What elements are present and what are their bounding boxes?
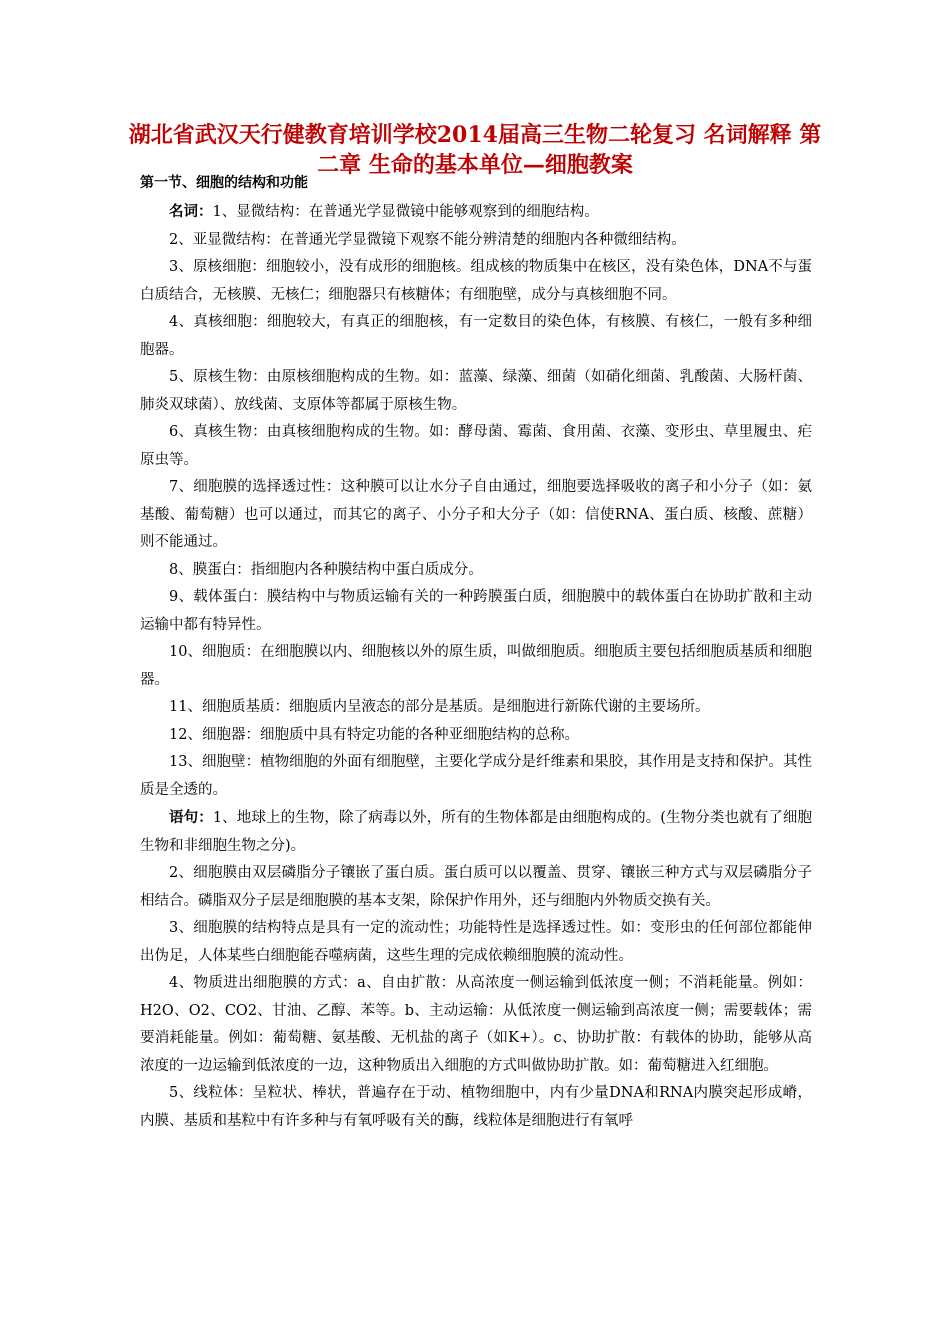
term-paragraph: 11、细胞质基质：细胞质内呈液态的部分是基质。是细胞进行新陈代谢的主要场所。 bbox=[169, 699, 710, 715]
sentence-paragraph: 3、细胞膜的结构特点是具有一定的流动性；功能特性是选择透过性。如：变形虫的任何部位都能伸出伪足，人体某些白细胞能吞噬病菌，这些生理的完成依赖细胞膜的流动性。 bbox=[140, 920, 812, 964]
term-paragraph: 4、真核细胞：细胞较大，有真正的细胞核，有一定数目的染色体，有核膜、有核仁，一般有多种细胞器。 bbox=[140, 314, 812, 358]
term-paragraph: 12、细胞器：细胞质中具有特定功能的各种亚细胞结构的总称。 bbox=[169, 726, 579, 743]
sentence-paragraph: 2、细胞膜由双层磷脂分子镶嵌了蛋白质。蛋白质可以以覆盖、贯穿、镶嵌三种方式与双层磷脂分子相结合。磷脂双分子层是细胞膜的基本支架，除保护作用外，还与细胞内外物质交换有关。 bbox=[140, 865, 812, 909]
sentence-paragraph bbox=[140, 804, 812, 860]
sentence-text: 1、地球上的生物，除了病毒以外，所有的生物体都是由细胞构成的。(生物分类也就有了细胞生物和非细胞生物之分)。 bbox=[140, 810, 813, 854]
document-body bbox=[140, 198, 812, 1135]
term-paragraph: 8、膜蛋白：指细胞内各种膜结构中蛋白质成分。 bbox=[169, 561, 483, 578]
sentence-paragraph: 4、物质进出细胞膜的方式：a、自由扩散：从高浓度一侧运输到低浓度一侧；不消耗能量。例如：H2O、O2、CO2、甘油、乙醇、苯等。b、主动运输：从低浓度一侧运输到高浓度一侧；需要载体；需要消耗能量。例如：葡萄糖、氨基酸、无机盐的离子（如K+）。c、协助扩散：有载体的协助，能够从高浓度的一边运输到低浓度的一边，这种物质出入细胞的方式叫做协助扩散。如：葡萄糖进入红细胞。 bbox=[140, 975, 812, 1074]
sentence-paragraph: 5、线粒体：呈粒状、棒状，普遍存在于动、植物细胞中，内有少量DNA和RNA内膜突起形成嵴，内膜、基质和基粒中有许多种与有氧呼吸有关的酶，线粒体是细胞进行有氧呼 bbox=[140, 1085, 812, 1129]
term-text: 1、显微结构：在普通光学显微镜中能够观察到的细胞结构。 bbox=[212, 204, 599, 220]
term-paragraph: 13、细胞壁：植物细胞的外面有细胞壁，主要化学成分是纤维素和果胶，其作用是支持和保护。其性质是全透的。 bbox=[140, 754, 812, 798]
term-paragraph: 10、细胞质：在细胞膜以内、细胞核以外的原生质，叫做细胞质。细胞质主要包括细胞质基质和细胞器。 bbox=[140, 644, 812, 688]
term-paragraph: 6、真核生物：由真核细胞构成的生物。如：酵母菌、霉菌、食用菌、衣藻、变形虫、草里履虫、疟原虫等。 bbox=[140, 424, 812, 468]
term-paragraph: 9、载体蛋白：膜结构中与物质运输有关的一种跨膜蛋白质，细胞膜中的载体蛋白在协助扩散和主动运输中都有特异性。 bbox=[140, 589, 812, 633]
section-heading: 第一节、细胞的结构和功能 bbox=[140, 175, 308, 191]
term-paragraph: 7、细胞膜的选择透过性：这种膜可以让水分子自由通过，细胞要选择吸收的离子和小分子（如：氨基酸、葡萄糖）也可以通过，而其它的离子、小分子和大分子（如：信使RNA、蛋白质、核酸、蔗糖）则不能通过。 bbox=[140, 479, 812, 550]
sentences-label: 语句： bbox=[169, 809, 213, 826]
term-paragraph: 3、原核细胞：细胞较小，没有成形的细胞核。组成核的物质集中在核区，没有染色体，DNA不与蛋白质结合，无核膜、无核仁；细胞器只有核糖体；有细胞壁，成分与真核细胞不同。 bbox=[140, 259, 812, 303]
terms-label: 名词： bbox=[169, 203, 213, 220]
term-paragraph: 5、原核生物：由原核细胞构成的生物。如：蓝藻、绿藻、细菌（如硝化细菌、乳酸菌、大肠杆菌、肺炎双球菌）、放线菌、支原体等都属于原核生物。 bbox=[140, 369, 812, 413]
document-title: 湖北省武汉天行健教育培训学校2014届高三生物二轮复习 名词解释 第二章 生命的基本单位—细胞教案 bbox=[128, 122, 822, 178]
term-paragraph: 2、亚显微结构：在普通光学显微镜下观察不能分辨清楚的细胞内各种微细结构。 bbox=[169, 231, 686, 248]
term-paragraph bbox=[140, 198, 812, 227]
